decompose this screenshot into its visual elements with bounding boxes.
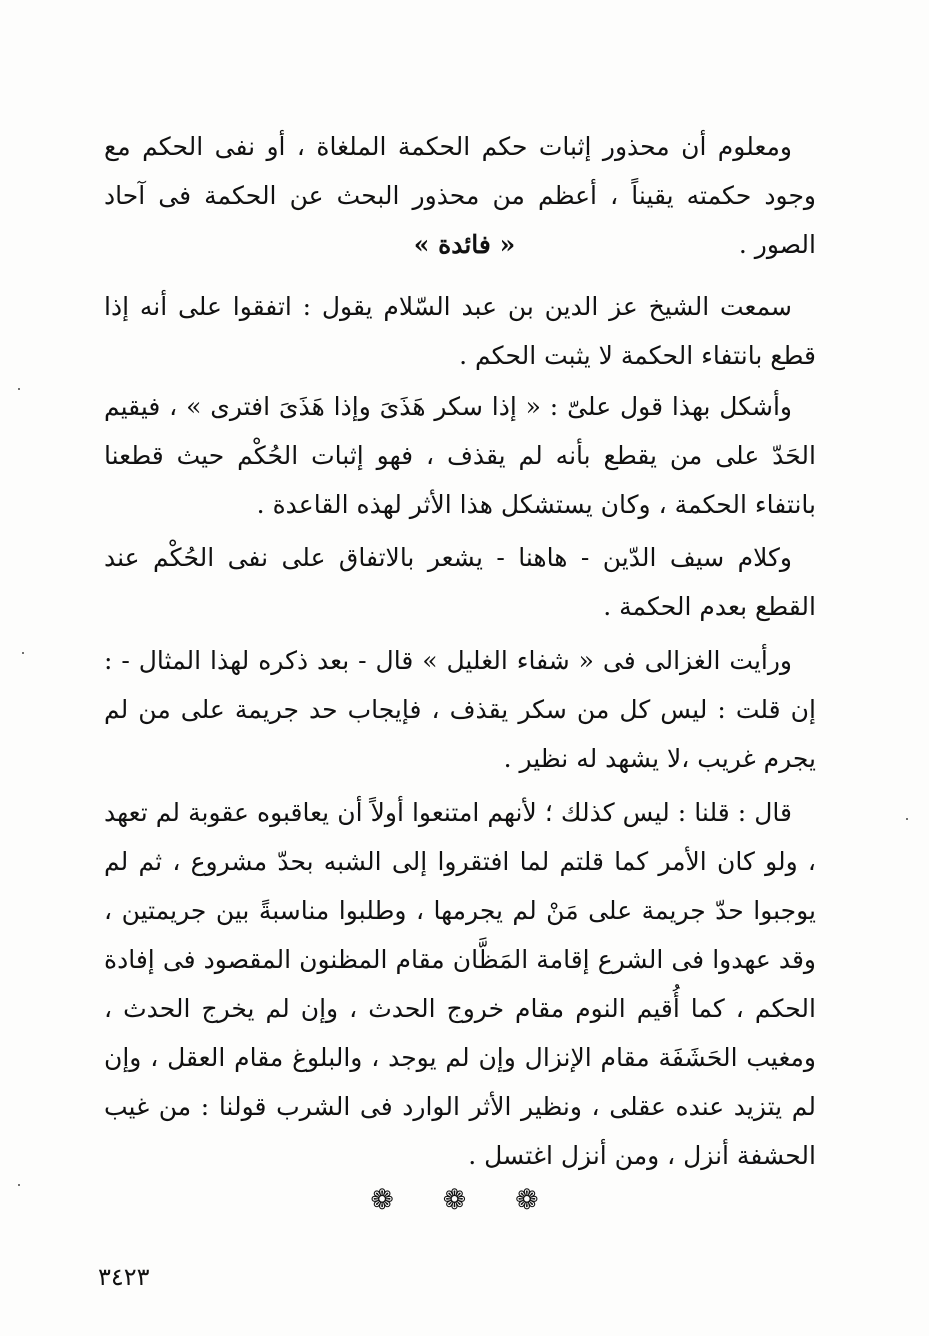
paragraph-4-block	[104, 533, 816, 631]
paragraph-2: سمعت الشيخ عز الدين بن عبد السّلام يقول : اتفقوا على أنه إذا قطع بانتفاء الحكمة لا يثبت الحكم .	[104, 292, 816, 370]
section-end-ornament: ❁ ❁ ❁	[370, 1183, 559, 1216]
paragraph-3: وأشكل بهذا قول علىّ : « إذا سكر هَذَىَ وإذا هَذَىَ افترى » ، فيقيم الحَدّ على من يقطع بأنه لم يقذف ، فهو إثبات الحُكْم حيث قطعنا بانتفاء الحكمة ، وكان يستشكل هذا الأثر لهذه القاعدة .	[104, 392, 816, 519]
paragraph-4: وكلام سيف الدّين - هاهنا - يشعر بالاتفاق على نفى الحُكْم عند القطع بعدم الحكمة .	[104, 543, 816, 621]
scan-speck	[18, 1184, 20, 1186]
paragraph-2-block	[104, 282, 816, 380]
paragraph-6-block	[104, 788, 816, 1180]
section-heading: « فائدة »	[413, 230, 516, 259]
paragraph-6: قال : قلنا : ليس كذلك ؛ لأنهم امتنعوا أولاً أن يعاقبوه عقوبة لم تعهد ، ولو كان الأمر كما قلتم لما افتقروا إلى الشبه بحدّ مشروع ، ثم لم يوجبوا حدّ جريمة على مَنْ لم يجرمها ، وطلبوا مناسبةً بين جريمتين ، وقد عهدوا فى الشرع إقامة المَظَّان مقام المظنون المقصود فى إفادة الحكم ، كما أُقيم النوم مقام خروج الحدث ، وإن لم يخرج الحدث ، ومغيب الحَشَفَة مقام الإنزال وإن لم يوجد ، والبلوغ مقام العقل ، وإن لم يتزيد عنده عقلى ، ونظير الأثر الوارد فى الشرب قولنا : من غيب الحشفة أنزل ، ومن أنزل اغتسل .	[104, 798, 816, 1170]
paragraph-5-block	[104, 636, 816, 783]
paragraph-3-block	[104, 382, 816, 529]
paragraph-1: ومعلوم أن محذور إثبات حكم الحكمة الملغاة ، أو نفى الحكم مع وجود حكمته يقيناً ، أعظم من محذور البحث عن الحكمة فى آحاد الصور .	[104, 132, 816, 259]
scan-speck	[22, 652, 24, 654]
scan-speck	[906, 818, 908, 820]
paragraph-5: ورأيت الغزالى فى « شفاء الغليل » قال - بعد ذكره لهذا المثال - : إن قلت : ليس كل من سكر يقذف ، فإيجاب حد جريمة على من لم يجرم غريب ،لا يشهد له نظير .	[104, 646, 816, 773]
scan-speck	[18, 388, 20, 390]
page-number: ٣٤٢٣	[98, 1263, 150, 1291]
